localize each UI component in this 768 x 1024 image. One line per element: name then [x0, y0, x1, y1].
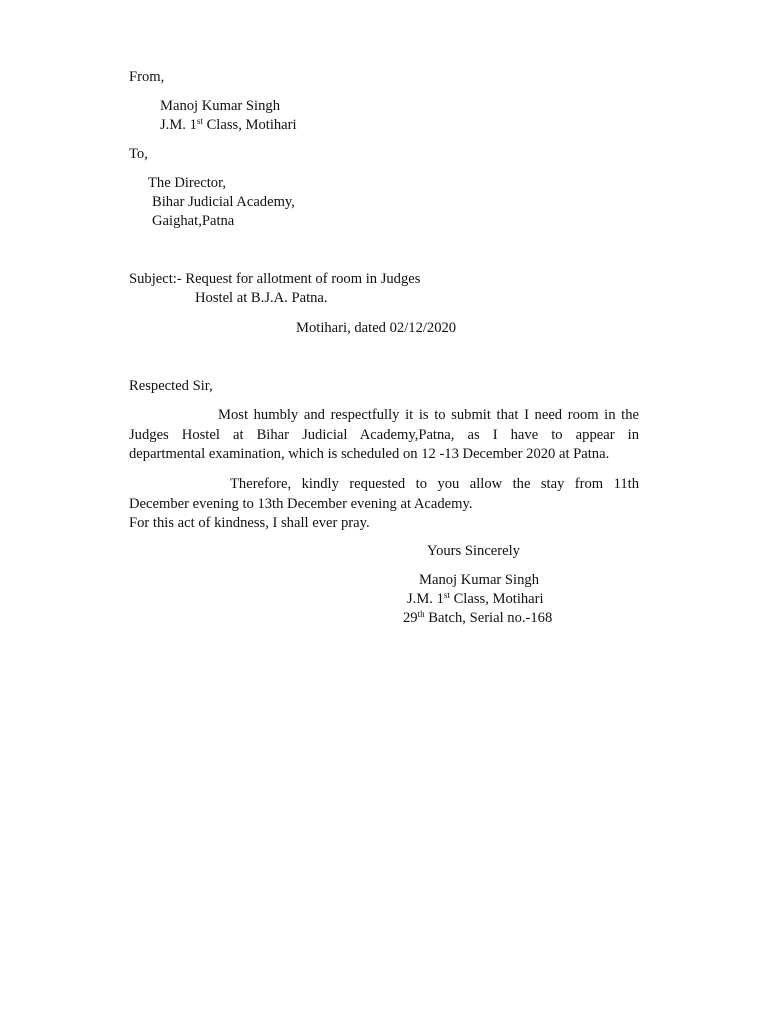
subject-line-2: Hostel at B.J.A. Patna.	[195, 290, 328, 306]
subject-line-1: Subject:- Request for allotment of room in Judges	[129, 271, 421, 287]
body-paragraph-2	[129, 475, 639, 534]
body-p2-line-2: December evening to 13th December evening at Academy.	[129, 495, 473, 512]
signature-name: Manoj Kumar Singh	[419, 572, 539, 588]
recipient-line-2: Bihar Judicial Academy,	[152, 194, 295, 210]
sender-name: Manoj Kumar Singh	[160, 98, 280, 114]
from-label: From,	[129, 69, 165, 85]
closing: Yours Sincerely	[427, 543, 520, 559]
recipient-line-1: The Director,	[148, 175, 227, 191]
body-paragraph-1	[129, 406, 639, 465]
body-p1-line-1: Most humbly and respectfully it is to submit that I need room in the	[218, 407, 639, 423]
signature-batch: 29th Batch, Serial no.-168	[403, 609, 553, 626]
body-p3: For this act of kindness, I shall ever pray.	[129, 515, 370, 531]
body-p2-line-1: Therefore, kindly requested to you allow the stay from 11th	[230, 476, 639, 492]
body-p1-line-2: Judges Hostel at Bihar Judicial Academy,Patna, as I have to appear in	[129, 426, 639, 443]
signature-designation: J.M. 1st Class, Motihari	[407, 590, 544, 607]
to-label: To,	[129, 146, 148, 162]
sender-designation: J.M. 1st Class, Motihari	[160, 116, 297, 133]
place-date: Motihari, dated 02/12/2020	[296, 320, 457, 336]
recipient-line-3: Gaighat,Patna	[152, 213, 235, 229]
salutation: Respected Sir,	[129, 378, 213, 394]
body-p1-line-3: departmental examination, which is scheduled on 12 -13 December 2020 at Patna.	[129, 446, 610, 462]
